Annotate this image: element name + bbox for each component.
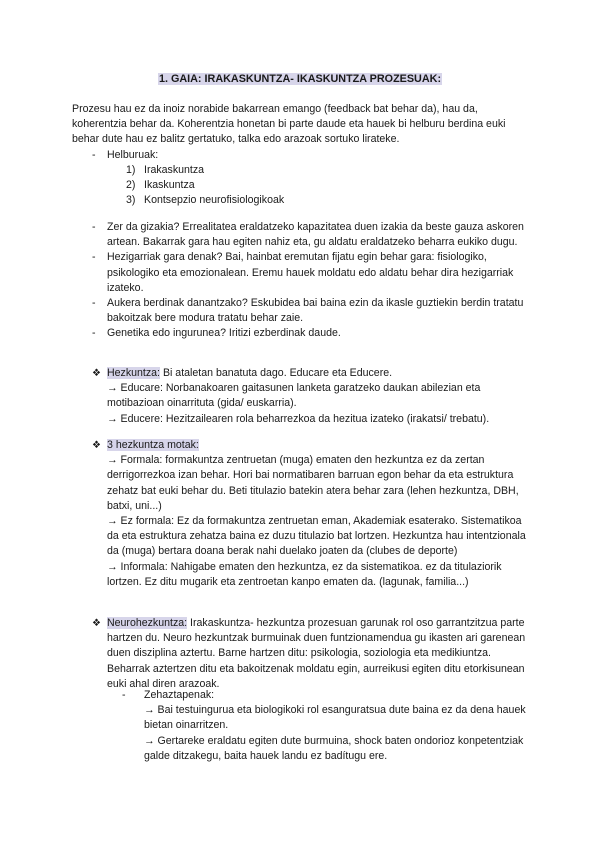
page-title-text: 1. GAIA: IRAKASKUNTZA- IKASKUNTZA PROZESUAK: (158, 73, 442, 85)
section-term: Hezkuntza: (107, 367, 160, 379)
list-item: 3) Kontsepzio neurofisiologikoak (126, 194, 285, 207)
list-item: 1) Irakaskuntza (126, 164, 205, 176)
diamond-bullet-icon: ❖ (92, 440, 101, 451)
diamond-bullet-icon: ❖ (92, 618, 101, 629)
question-item: - Hezigarriak gara denak? Bai, hainbat eremutan fijatu egin behar gara: fisiologiko, psikologiko eta emozionalean. Eremu hauek moldatu edo aldatu behar dira hezigarriak izateko. (92, 251, 514, 294)
section-line: → Bai testuingurua eta biologikoki rol esanguratsua dute baina ez da dena hauek bietan oinarritzen. (144, 704, 526, 732)
section-line: → Formala: formakuntza zentruetan (muga) ematen den hezkuntza ez da zertan derrigorrezkoa izan behar. Hori bai normatibaren barruan egon behar da eta estruktura zehatz bat euki behar du. Beti titulazio batekin atera behar zara (lehen hezkuntza, DBH, batxi, uni...) (107, 454, 519, 512)
question-item: - Aukera berdinak danantzako? Eskubidea bai baina ezin da ikasle guztiekin berdin tratatu bakoitzak bere modura tratatu behar zaie. (92, 297, 524, 325)
diamond-bullet-icon: ❖ (92, 368, 101, 379)
goals-item (92, 148, 532, 163)
section-term: 3 hezkuntza motak: (107, 439, 199, 451)
section-line: → Educere: Hezitzailearen rola beharrezkoa da hezitua izateko (irakatsi/ trebatu). (107, 412, 490, 425)
section-term: Neurohezkuntza: (107, 617, 188, 629)
zehaztapenak-block: - Zehaztapenak: → Bai testuingurua eta biologikoki rol esanguratsua dute baina ez da dena hauek bietan oinarritzen. → Gertareke eraldatu egiten dute burmuina, shock baten ondorioz konpetentziak galde ditzakegu, baita hauek landu ez badítugu ere. (122, 688, 532, 764)
zehaztapenak-label: Zehaztapenak: (144, 689, 215, 701)
question-item: - Genetika edo ingurunea? Iritizi ezberdinak daude. (92, 327, 341, 340)
section-neurohezkuntza: ❖ Neurohezkuntza: Irakaskuntza- hezkuntza prozesuan garunak rol oso garrantzitzua parte hartzen du. Neuro hezkuntzak burmuinak duen funtzionamendua gu ikasten ari garenean duen disziplina aztertu. Barne hartzen ditu: psikologia, soziologia eta medikiuntza. Beharrak aztertzen ditu eta bakoitzenak moldatu egin, aurreikusi egiten ditu etorkisunean euki ahal diren arazoak. (92, 617, 526, 690)
goals-list (126, 163, 284, 209)
goals-label: Helburuak: (107, 149, 159, 161)
section-line: → Educare: Norbanakoaren gaitasunen lanketa garatzeko daukan abilezian eta motibazioan oinarrituta (gida/ euskarria). (107, 382, 481, 410)
intro-paragraph: Prozesu hau ez da inoiz norabide bakarrean emango (feedback bat behar da), hau da, koherentzia behar da. Koherentzia honetan bi parte daude eta hauek bi helburu berdina euki behar dute hau ez balitz gertatuko, talka edo arazoak sortuko lirateke. (72, 103, 506, 146)
dash-bullet: - (92, 149, 96, 161)
section-line: → Ez formala: Ez da formakuntza zentruetan eman, Akademiak esaterako. Sistematikoa da eta estruktura zehatza baina ez duzu titulazio bat lortzen. Hezkuntza hau intentzionala da (muga) bertara doana berak nahi duelako joaten da (clubes de deporte) (107, 515, 526, 558)
question-item: - Zer da gizakia? Errealitatea eraldatzeko kapazitatea duen izakia da beste gauza askoren artean. Bakarrak gara hau egiten nahiz eta, gu aldatu eraldatzeko beharra eukiko dugu. (92, 221, 524, 249)
questions-list (92, 220, 532, 342)
section-hezkuntza: ❖ Hezkuntza: Bi ataletan banatuta dago. Educare eta Educere. → Educare: Norbanakoaren gaitasunen lanketa garatzeko daukan abilezian eta motibazioan oinarrituta (gida/ euskarria). → Educere: Hezitzailearen rola beharrezkoa da hezitua izateko (irakatsi/ trebatu). (92, 366, 534, 427)
page-title (0, 72, 600, 87)
section-line: → Gertareke eraldatu egiten dute burmuina, shock baten ondorioz konpetentziak galde ditzakegu, baita hauek landu ez badítugu ere. (144, 734, 524, 762)
goals-block (92, 148, 532, 163)
section-motak (92, 438, 534, 590)
list-item: 2) Ikaskuntza (126, 179, 195, 192)
section-line: → Informala: Nahigabe ematen den hezkuntza, ez da sistematikoa. ez da titulaziorik lortzen. Ez ditu mugarik eta zentroetan kanpo ematen da. (lagunak, familia...) (107, 560, 502, 588)
